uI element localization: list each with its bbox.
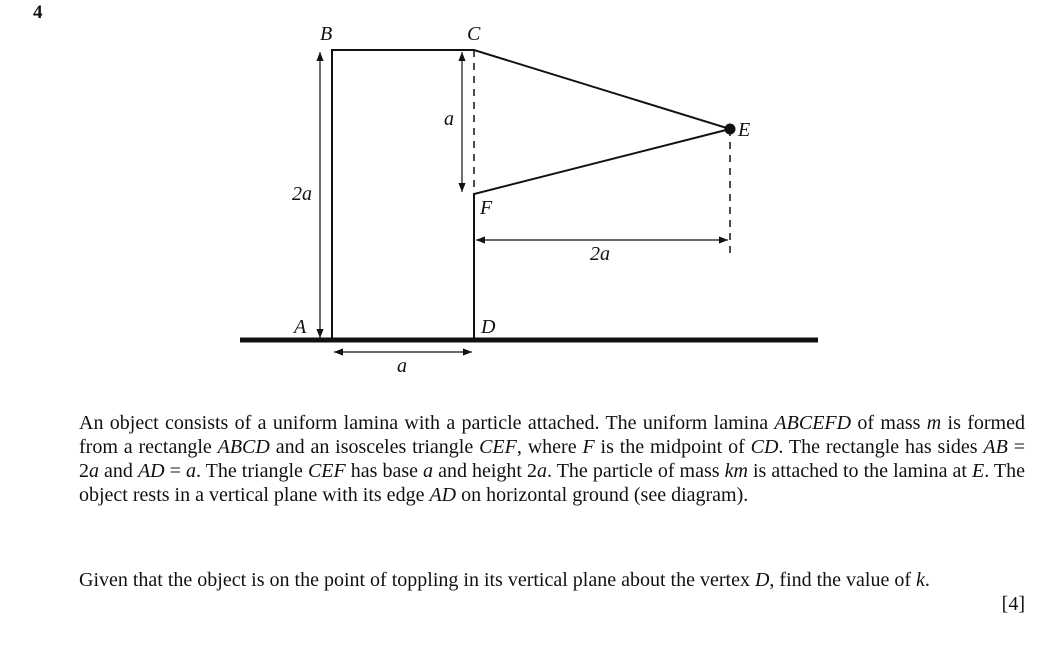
math-symbol: E — [972, 460, 985, 482]
math-symbol: km — [724, 460, 748, 482]
math-symbol: D — [754, 569, 770, 591]
question-paragraph-2-text: Given that the object is on the point of toppling in its vertical plane about the vertex D, find the value of k. — [79, 569, 930, 591]
question-number: 4 — [33, 2, 43, 23]
label-f: F — [480, 197, 493, 219]
label-d: D — [481, 316, 496, 338]
math-symbol: AB — [983, 436, 1008, 458]
label-e: E — [738, 119, 751, 141]
math-symbol: CEF — [479, 436, 517, 458]
math-symbol: AD — [137, 460, 165, 482]
label-b: B — [320, 23, 333, 45]
math-symbol: a — [186, 460, 196, 482]
math-symbol: a — [423, 460, 434, 482]
dimension-label-ab: 2a — [292, 183, 312, 205]
question-paragraph-2 — [79, 568, 1025, 616]
question-paragraph-1: An object consists of a uniform lamina with a particle attached. The uniform lamina ABCEFD of mass m is formed from a rectangle ABCD and an isosceles triangle CEF, where F is the midpoint of CD. The rectangle has sides AB = 2a and AD = a. The triangle CEF has base a and height 2a. The particle of mass km is attached to the lamina at E. The object rests in a vertical plane with its edge AD on horizontal ground (see diagram). — [79, 412, 1026, 506]
math-symbol: a — [537, 460, 548, 482]
math-symbol: CEF — [307, 460, 346, 482]
lamina-outline — [332, 50, 730, 340]
math-symbol: ABCEFD — [774, 412, 852, 434]
dimension-label-fe: 2a — [590, 243, 610, 265]
label-a: A — [294, 316, 307, 338]
math-symbol: m — [926, 412, 942, 434]
math-symbol: CD — [750, 436, 779, 458]
math-symbol: ABCD — [217, 436, 270, 458]
math-symbol: AD — [429, 484, 457, 506]
dimension-label-ad: a — [397, 355, 407, 377]
question-marks: [4] — [1001, 593, 1025, 615]
math-symbol: a — [89, 460, 99, 482]
dimension-label-cf: a — [444, 108, 454, 130]
label-c: C — [467, 23, 481, 45]
particle-e — [725, 124, 736, 135]
math-symbol: F — [582, 436, 595, 458]
math-symbol: k — [916, 569, 925, 591]
